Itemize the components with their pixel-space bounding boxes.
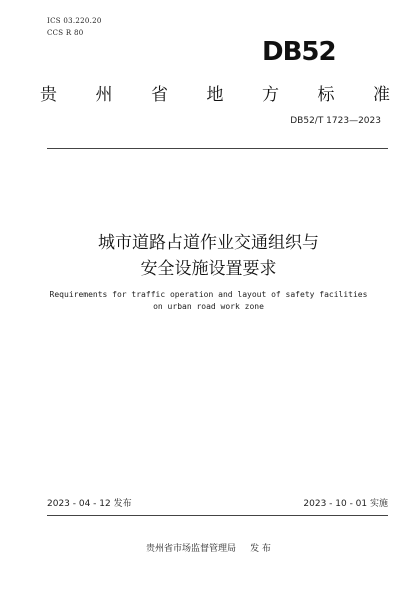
- publisher-line: [0, 541, 417, 554]
- standard-type-char: 标: [317, 85, 335, 105]
- top-divider: [47, 148, 388, 149]
- chinese-title-line-2: 安全设施设置要求: [140, 259, 277, 279]
- publish-action: 发 布: [250, 544, 271, 554]
- chinese-title-line-1: 城市道路占道作业交通组织与: [98, 233, 319, 253]
- issue-date: 2023 - 04 - 12 发布: [47, 499, 132, 509]
- standard-type-char: 地: [206, 85, 224, 105]
- standard-type-char: 州: [95, 85, 113, 105]
- standard-type-char: 贵: [40, 85, 57, 105]
- ccs-code: CCS R 80: [47, 29, 84, 37]
- english-title-line-1: Requirements for traffic operation and layout of safety facilities: [49, 290, 368, 299]
- standard-type-char: 准: [373, 85, 390, 105]
- standard-number: DB52/T 1723—2023: [290, 116, 381, 126]
- standard-type-heading: [40, 80, 390, 105]
- standard-type-char: 方: [262, 85, 279, 105]
- ics-code: ICS 03.220.20: [47, 17, 102, 25]
- db-logo: DB52: [262, 37, 336, 67]
- english-title-line-2: on urban road work zone: [153, 302, 264, 311]
- bottom-divider: [47, 515, 388, 516]
- publisher-name: 贵州省市场监督管理局: [146, 544, 237, 554]
- standard-type-char: 省: [151, 85, 168, 105]
- implementation-date: 2023 - 10 - 01 实施: [303, 499, 388, 509]
